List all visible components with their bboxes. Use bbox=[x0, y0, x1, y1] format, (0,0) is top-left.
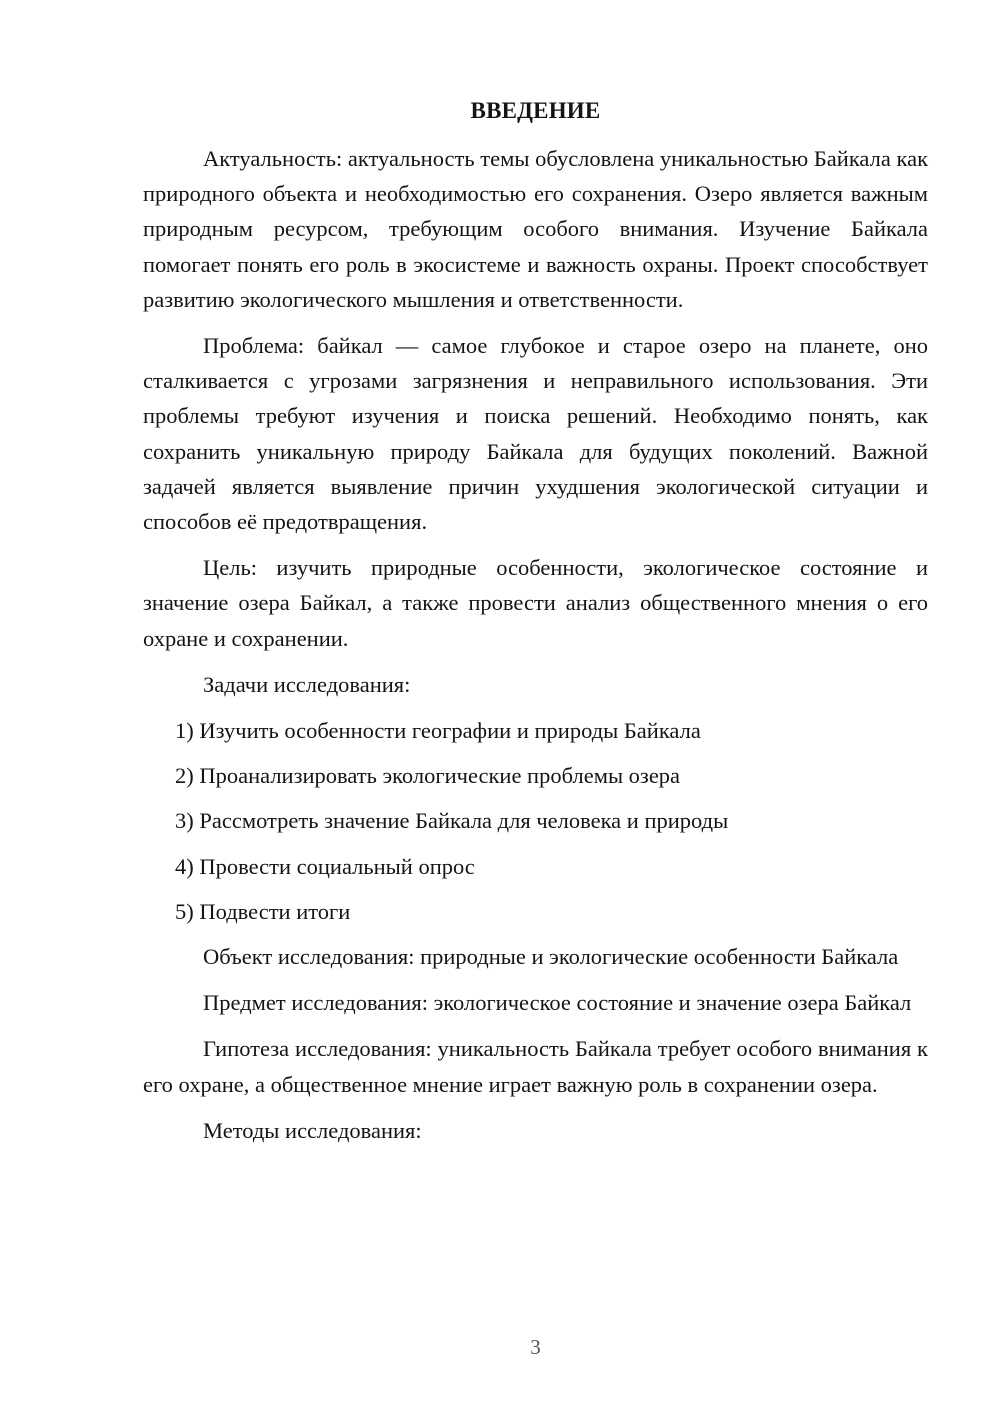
hypothesis-paragraph: Гипотеза исследования: уникальность Байкала требует особого внимания к его охране, а общественное мнение играет важную роль в сохранении озера. bbox=[143, 1036, 928, 1097]
relevance-paragraph: Актуальность: актуальность темы обусловлена уникальностью Байкала как природного объекта и необходимостью его сохранения. Озеро является важным природным ресурсом, требующим особого внимания. Изучение Байкала помогает понять его роль в экосистеме и важность охраны. Проект способствует развитию экологического мышления и ответственности. bbox=[143, 146, 928, 312]
object-paragraph: Объект исследования: природные и экологические особенности Байкала bbox=[203, 944, 899, 970]
tasks-heading: Задачи исследования: bbox=[203, 671, 411, 697]
subject-paragraph: Предмет исследования: экологическое состояние и значение озера Байкал bbox=[203, 990, 912, 1016]
page-number: 3 bbox=[530, 1335, 541, 1359]
list-item: 2) Проанализировать экологические проблемы озера bbox=[175, 763, 681, 789]
list-item: 4) Провести социальный опрос bbox=[175, 853, 475, 879]
goal-paragraph: Цель: изучить природные особенности, экологическое состояние и значение озера Байкал, а также провести анализ общественного мнения о его охране и сохранении. bbox=[143, 555, 928, 651]
document-page bbox=[143, 0, 928, 1414]
document-body bbox=[143, 141, 928, 1159]
list-item: 5) Подвести итоги bbox=[175, 898, 351, 924]
list-item: 3) Рассмотреть значение Байкала для человека и природы bbox=[175, 808, 729, 834]
tasks-list bbox=[143, 713, 928, 929]
methods-heading: Методы исследования: bbox=[203, 1117, 422, 1143]
problem-paragraph: Проблема: байкал — самое глубокое и старое озеро на планете, оно сталкивается с угрозами загрязнения и неправильного использования. Эти проблемы требуют изучения и поиска решений. Необходимо понять, как сохранить уникальную природу Байкала для будущих поколений. Важной задачей является выявление причин ухудшения экологической ситуации и способов её предотвращения. bbox=[143, 333, 928, 535]
list-item: 1) Изучить особенности географии и природы Байкала bbox=[175, 718, 701, 744]
page-title: ВВЕДЕНИЕ bbox=[470, 98, 601, 123]
